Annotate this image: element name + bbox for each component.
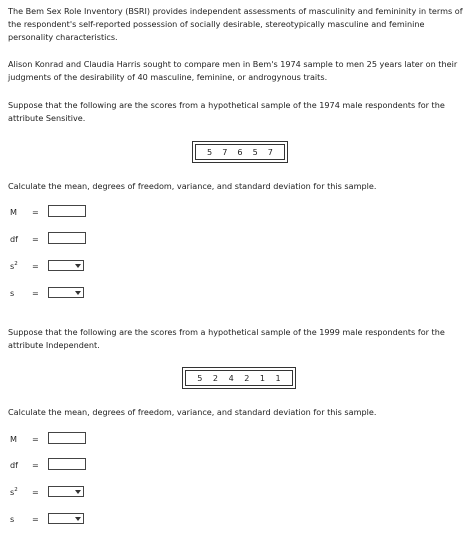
variance-label [10, 486, 18, 499]
part2-sd-row [0, 512, 200, 526]
equals-sign: = [32, 234, 39, 244]
part2-variance-select[interactable] [48, 486, 84, 497]
equals-sign: = [32, 434, 39, 444]
chevron-down-icon [75, 291, 81, 295]
mean-label: M [10, 434, 17, 444]
equals-sign: = [32, 207, 39, 217]
part1-variance-select[interactable] [48, 260, 84, 271]
part1-prompt: Suppose that the following are the scores from a hypothetical sample of the 1974 male respondents for the attribute Sensitive. [8, 100, 445, 123]
equals-sign: = [32, 514, 39, 524]
part1-sd-select[interactable] [48, 287, 84, 298]
part2-sd-select[interactable] [48, 513, 84, 524]
part1-df-input[interactable] [48, 232, 86, 244]
df-label: df [10, 460, 18, 470]
part2-instruction: Calculate the mean, degrees of freedom, variance, and standard deviation for this sample. [8, 407, 377, 417]
chevron-down-icon [75, 264, 81, 268]
part1-df-row [0, 232, 200, 246]
part2-scores-box [182, 367, 296, 389]
part2-df-row [0, 458, 200, 472]
part1-score: 7 [222, 146, 228, 157]
part1-sd-row [0, 286, 200, 300]
part1-variance-row [0, 259, 200, 273]
part2-df-input[interactable] [48, 458, 86, 470]
variance-exponent: 2 [14, 487, 18, 493]
part2-score: 1 [259, 372, 266, 383]
equals-sign: = [32, 261, 39, 271]
sd-label: s [10, 288, 15, 298]
part2-score: 2 [244, 372, 250, 383]
part1-scores-box [192, 141, 288, 163]
equals-sign: = [32, 487, 39, 497]
variance-label [10, 260, 18, 273]
part2-score: 2 [212, 372, 219, 383]
part2-variance-row [0, 485, 200, 499]
part1-score: 6 [237, 146, 243, 157]
equals-sign: = [32, 288, 39, 298]
part1-instruction: Calculate the mean, degrees of freedom, variance, and standard deviation for this sample. [8, 181, 377, 191]
sd-label: s [10, 514, 15, 524]
part2-score: 1 [275, 372, 281, 383]
variance-symbol: s [10, 487, 15, 497]
chevron-down-icon [75, 517, 81, 521]
part1-score: 5 [252, 146, 258, 157]
intro-paragraph-2: Alison Konrad and Claudia Harris sought to compare men in Bem's 1974 sample to men 25 years later on their judgments of the desirability of 40 masculine, feminine, or androgynous traits. [8, 59, 458, 82]
intro-paragraph-1: The Bem Sex Role Inventory (BSRI) provides independent assessments of masculinity and femininity in terms of the respondent's self-reported possession of socially desirable, stereotypically masculine and feminine personality characteristics. [8, 6, 463, 42]
variance-symbol: s [10, 261, 15, 271]
part1-score: 5 [207, 146, 213, 157]
variance-exponent: 2 [14, 261, 18, 267]
part1-score: 7 [267, 146, 273, 157]
chevron-down-icon [75, 490, 81, 494]
part2-score: 5 [197, 372, 203, 383]
df-label: df [10, 234, 18, 244]
part1-mean-row [0, 205, 200, 219]
part1-mean-input[interactable] [48, 205, 86, 217]
part2-mean-row [0, 432, 200, 446]
equals-sign: = [32, 460, 39, 470]
mean-label: M [10, 207, 17, 217]
part2-prompt: Suppose that the following are the scores from a hypothetical sample of the 1999 male respondents for the attribute Independent. [8, 327, 445, 350]
part2-mean-input[interactable] [48, 432, 86, 444]
part2-score: 4 [228, 372, 234, 383]
